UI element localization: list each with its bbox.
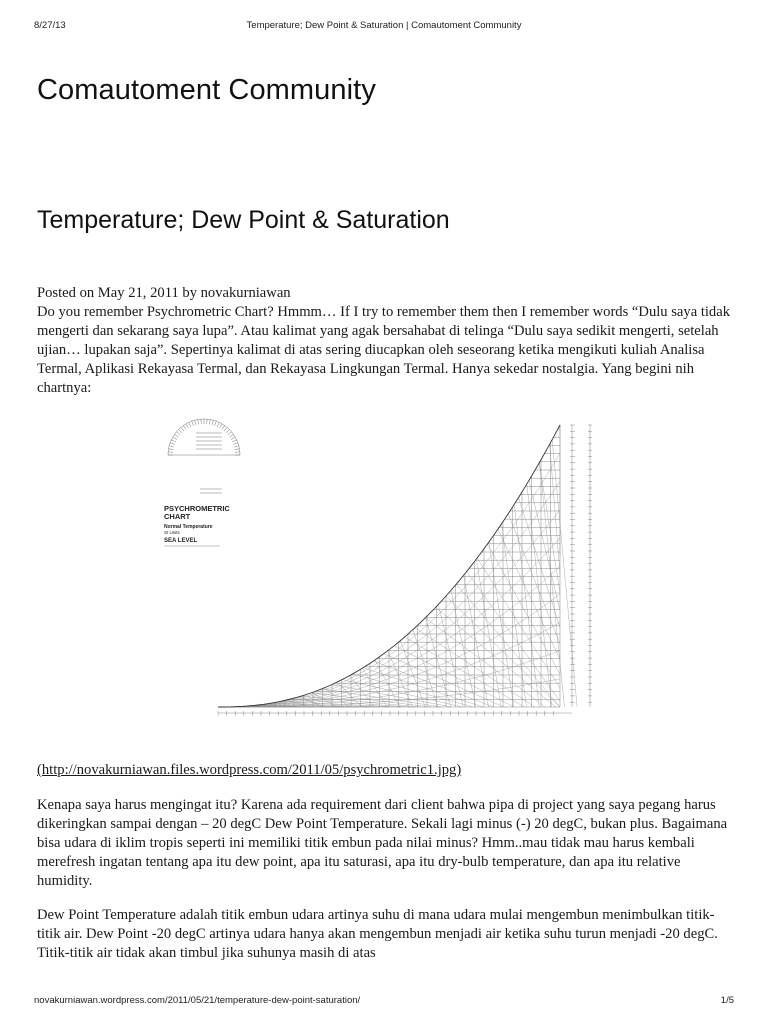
print-page-number: 1/5 xyxy=(720,995,734,1006)
print-date: 8/27/13 xyxy=(34,20,66,31)
site-title[interactable]: Comautoment Community xyxy=(37,74,376,106)
image-source-link[interactable]: (http://novakurniawan.files.wordpress.com/2011/05/psychrometric1.jpg) xyxy=(37,762,462,778)
chart-title-line1: PSYCHROMETRIC xyxy=(164,504,230,513)
chart-subtitle-1: Normal Temperature xyxy=(164,524,213,530)
post-paragraph-3: Dew Point Temperature adalah titik embun udara artinya suhu di mana udara mulai mengembun menimbulkan titik-titik air. Dew Point -20 degC artinya udara hanya akan mengembun menjadi air ketika suhu turun menjadi -20 degC. Titik-titik air tidak akan timbul jika suhunya masih di atas xyxy=(37,907,718,961)
post-paragraph-2: Kenapa saya harus mengingat itu? Karena ada requirement dari client bahwa pipa di project yang saya pegang harus dikeringkan sampai dengan – 20 degC Dew Point Temperature. Sekali lagi minus (-) 20 degC, bukan plus. Bagaimana bisa udara di iklim tropis seperti ini memiliki titik embun pada nilai minus? Hmm..mau tidak mau harus kembali merefresh ingatan tentang apa itu dew point, apa itu saturasi, apa itu dry-bulb temperature, dan apa itu relative humidity. xyxy=(37,797,728,889)
post-meta: Posted on May 21, 2011 by novakurniawan xyxy=(37,285,291,301)
post-content xyxy=(37,284,735,963)
print-url: novakurniawan.wordpress.com/2011/05/21/temperature-dew-point-saturation/ xyxy=(34,995,361,1006)
chart-title-line2: CHART xyxy=(164,512,191,521)
chart-subtitle-2: SI Units xyxy=(164,530,180,535)
psychrometric-chart-image[interactable] xyxy=(158,415,620,719)
print-page-title: Temperature; Dew Point & Saturation | Comautoment Community xyxy=(246,20,522,31)
print-header xyxy=(34,20,734,32)
print-footer xyxy=(34,995,734,1007)
psychrometric-chart-svg xyxy=(158,415,620,719)
chart-subtitle-3: SEA LEVEL xyxy=(164,538,198,544)
post-title[interactable]: Temperature; Dew Point & Saturation xyxy=(37,206,450,234)
post-intro: Do you remember Psychrometric Chart? Hmmm… If I try to remember them then I remember words “Dulu saya tidak mengerti dan sekarang saya lupa”. Atau kalimat yang agak bersahabat di telinga “Dulu saya sedikit mengerti, setelah ujian… lupakan saja”. Sepertinya kalimat di atas sering diucapkan oleh seseorang ketika mengikuti kuliah Analisa Termal, Aplikasi Rekayasa Termal, dan Rekayasa Lingkungan Termal. Hanya sekedar nostalgia. Yang begini nih chartnya: xyxy=(37,304,730,396)
